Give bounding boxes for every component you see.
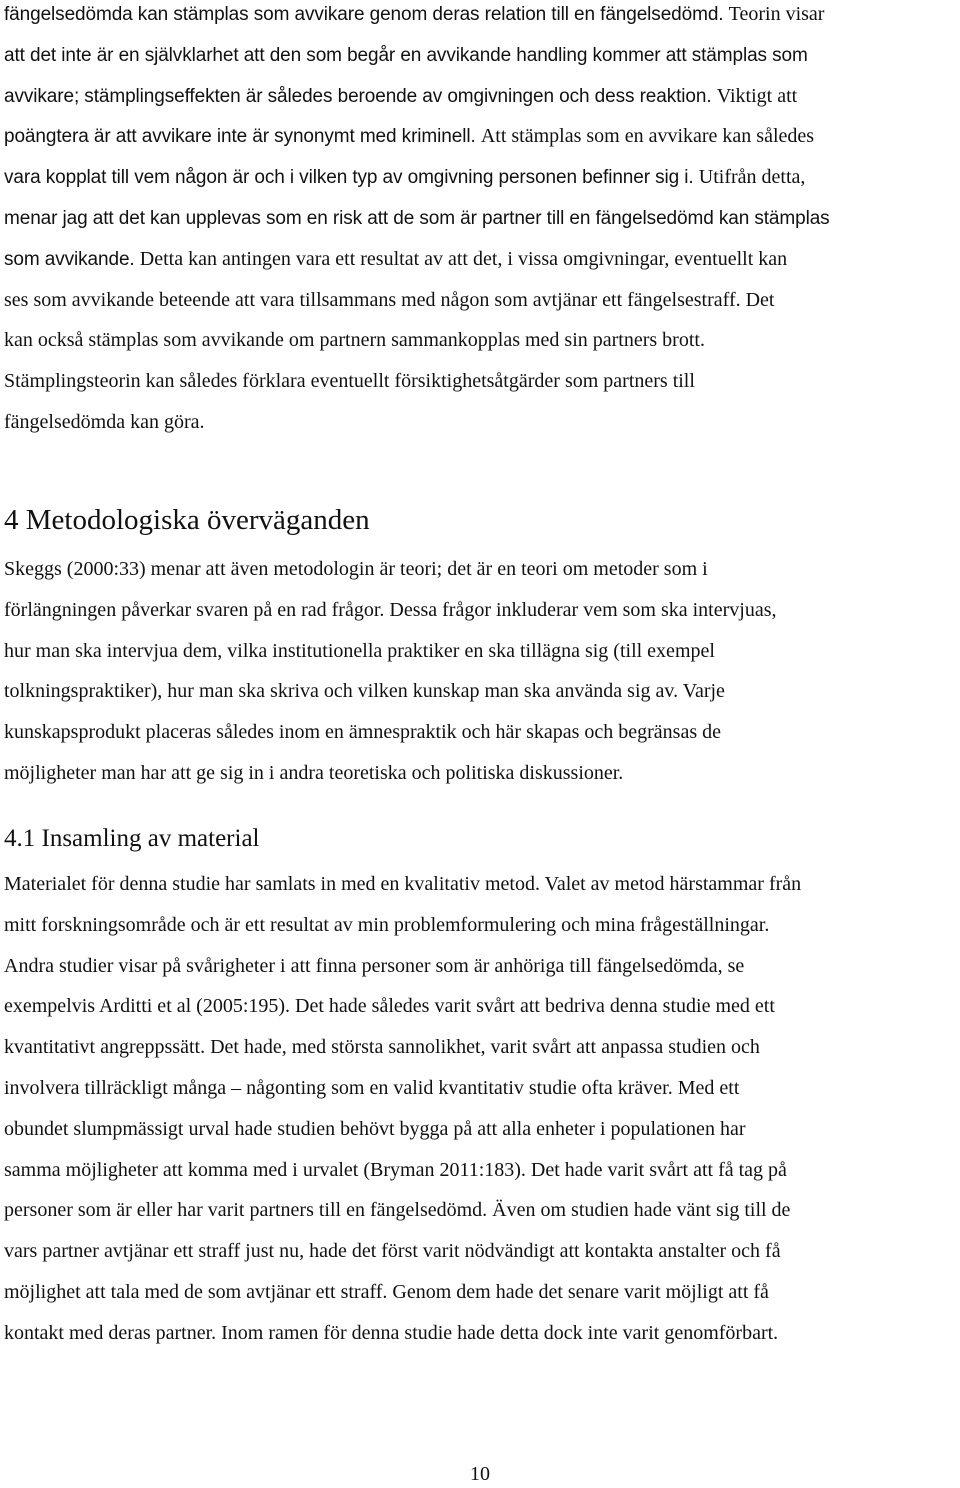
text-line: hur man ska intervjua dem, vilka institutionella praktiker en ska tillägna sig (till exempel <box>4 639 715 662</box>
text-run-sans: fängelsedömda kan stämplas som avvikare genom deras relation till en fängelsedömd. <box>4 4 729 25</box>
text-line: möjligheter man har att ge sig in i andra teoretiska och politiska diskussioner. <box>4 761 624 784</box>
text-run-serif: kan också stämplas som avvikande om partnern sammankopplas med sin partners brott. <box>4 329 705 352</box>
text-line: möjlighet att tala med de som avtjänar ett straff. Genom dem hade det senare varit möjligt att få <box>4 1280 769 1303</box>
text-line <box>4 280 958 321</box>
text-run-sans: avvikare; stämplingseffekten är således beroende av omgivningen och dess reaktion. <box>4 85 717 107</box>
text-line <box>4 198 958 239</box>
text-line <box>4 157 958 198</box>
text-run-serif: Detta kan antingen vara ett resultat av att det, i vissa omgivningar, eventuellt kan <box>139 247 788 270</box>
text-line: kontakt med deras partner. Inom ramen för denna studie hade detta dock inte varit genomförbart. <box>4 1321 779 1344</box>
text-run-serif: ses som avvikande beteende att vara tillsammans med någon som avtjänar ett fängelsestraff. Det <box>4 288 775 311</box>
text-line: vars partner avtjänar ett straff just nu, hade det först varit nödvändigt att kontakta anstalter och få <box>4 1240 781 1263</box>
page-number: 10 <box>470 1463 490 1485</box>
text-line <box>4 35 958 76</box>
text-line <box>4 361 958 402</box>
text-line: tolkningspraktiker), hur man ska skriva och vilken kunskap man ska använda sig av. Varje <box>4 680 725 703</box>
text-run-serif: Teorin visar <box>728 3 825 25</box>
text-run-sans: menar jag att det kan upplevas som en risk att de som är partner till en fängelsedömd kan stämplas <box>4 207 830 229</box>
text-line: förlängningen påverkar svaren på en rad frågor. Dessa frågor inkluderar vem som ska intervjuas, <box>4 598 777 621</box>
text-line: samma möjligheter att komma med i urvalet (Bryman 2011:183). Det hade varit svårt att få tag på <box>4 1158 787 1181</box>
text-line: involvera tillräckligt många – någonting som en valid kvantitativ studie ofta kräver. Med ett <box>4 1076 740 1099</box>
text-line <box>4 402 958 443</box>
text-line <box>4 239 958 280</box>
text-line: Andra studier visar på svårigheter i att finna personer som är anhöriga till fängelsedömda, se <box>4 954 745 977</box>
text-run-sans: att det inte är en självklarhet att den som begår en avvikande handling kommer att stämplas som <box>4 44 808 66</box>
text-line: exempelvis Arditti et al (2005:195). Det hade således varit svårt att bedriva denna studie med ett <box>4 995 775 1018</box>
text-run-serif: Utifrån detta, <box>698 166 806 189</box>
section-4-1-paragraph <box>4 864 958 1354</box>
text-run-sans: poängtera är att avvikare inte är synonymt med kriminell. <box>4 126 481 148</box>
text-run-sans: vara kopplat till vem någon är och i vilken typ av omgivning personen befinner sig i. <box>4 167 699 189</box>
section-heading-4-1: 4.1 Insamling av material <box>4 825 260 852</box>
text-line <box>4 0 958 35</box>
text-run-serif: Stämplingsteorin kan således förklara eventuellt försiktighetsåtgärder som partners till <box>4 370 695 393</box>
text-line: obundet slumpmässigt urval hade studien behövt bygga på att alla enheter i populationen har <box>4 1117 746 1140</box>
text-line: kvantitativt angreppssätt. Det hade, med största sannolikhet, varit svårt att anpassa studien och <box>4 1036 760 1059</box>
text-line: Materialet för denna studie har samlats in med en kvalitativ metod. Valet av metod härstammar från <box>4 873 802 895</box>
text-run-serif: Viktigt att <box>716 84 798 107</box>
intro-paragraph <box>4 0 958 443</box>
section-heading-4: 4 Metodologiska överväganden <box>4 504 370 536</box>
text-line: kunskapsprodukt placeras således inom en ämnespraktik och här skapas och begränsas de <box>4 721 722 744</box>
text-run-serif: fängelsedömda kan göra. <box>4 410 205 433</box>
text-line <box>4 76 958 117</box>
text-line <box>4 320 958 361</box>
section-4-paragraph <box>4 549 958 794</box>
text-line: Skeggs (2000:33) menar att även metodologin är teori; det är en teori om metoder som i <box>4 558 708 580</box>
text-run-sans: som avvikande. <box>4 248 140 270</box>
text-line <box>4 116 958 157</box>
text-line: personer som är eller har varit partners till en fängelsedömd. Även om studien hade vänt sig till de <box>4 1199 791 1222</box>
text-run-serif: Att stämplas som en avvikare kan således <box>480 125 815 148</box>
text-line: mitt forskningsområde och är ett resultat av min problemformulering och mina frågeställningar. <box>4 913 770 936</box>
